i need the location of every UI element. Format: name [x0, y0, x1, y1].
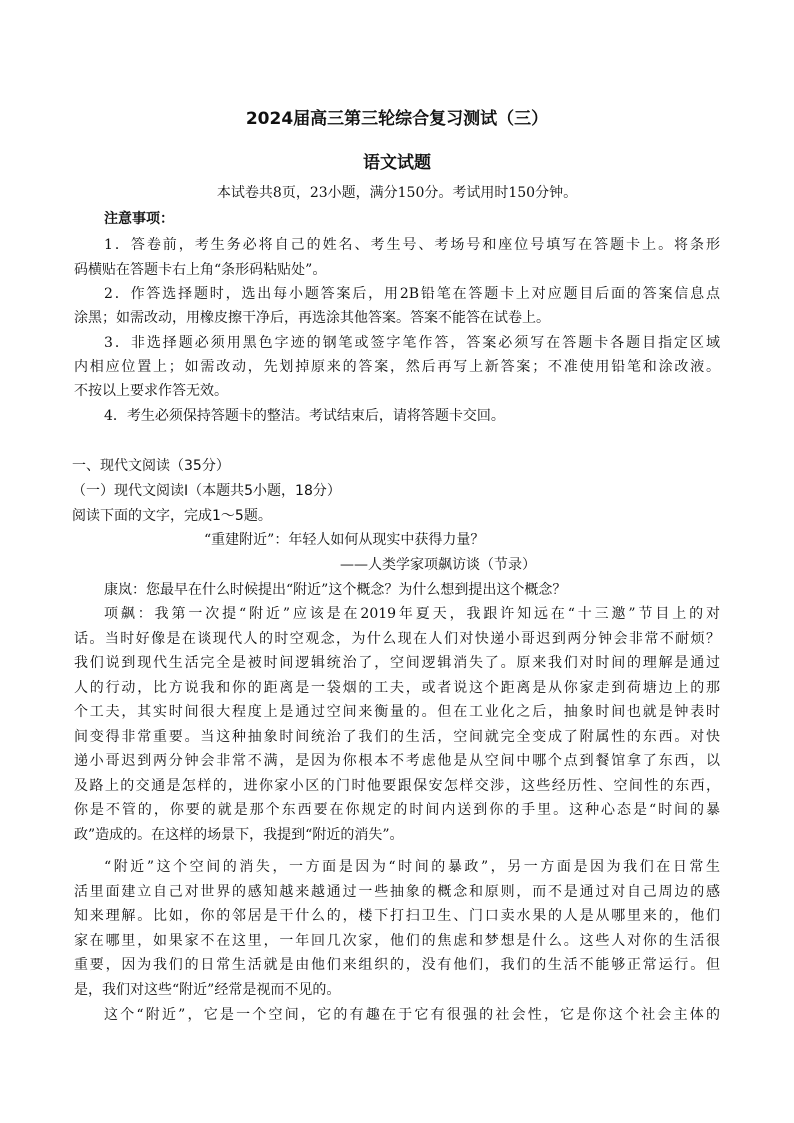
section-subheading: （一）现代文阅读Ⅰ（本题共5小题，18分） [72, 483, 341, 499]
article-line: 活里面建立自己对世界的感知越来越通过一些抽象的概念和原则，而不是通过对自己周边的感 [74, 884, 720, 900]
notice-heading: 注意事项： [104, 211, 174, 227]
exam-subtitle: 语文试题 [363, 153, 431, 173]
notice-line: 4．考生必须保持答题卡的整洁。考试结束后，请将答题卡交回。 [104, 408, 505, 424]
article-line: 是，我们对这些“附近”经常是视而不见的。 [74, 982, 341, 998]
article-line: 政”造成的。在这样的场景下，我提到“附近的消失”。 [74, 827, 404, 843]
article-line: 你是不管的，你要的就是那个东西要在你规定的时间内送到你的手里。这种心态是“时间的暴 [74, 802, 720, 818]
article-line: 我们说到现代生活完全是被时间逻辑统治了，空间逻辑消失了。原来我们对时间的理解是通过 [74, 655, 720, 671]
article-line: 知来理解。比如，你的邻居是干什么的，楼下打扫卫生、门口卖水果的人是从哪里来的，他们 [74, 908, 720, 924]
article-line: 话。当时好像是在谈现代人的时空观念，为什么现在人们对快递小哥迟到两分钟会非常不耐烦？ [74, 631, 720, 647]
article-line: 这个“附近”，它是一个空间，它的有趣在于它有很强的社会性，它是你这个社会主体的 [104, 1007, 720, 1023]
notice-line: 3．非选择题必须用黑色字迹的钢笔或签字笔作答，答案必须写在答题卡各题目指定区域 [104, 335, 720, 351]
notice-line: 1．答卷前，考生务必将自己的姓名、考生号、考场号和座位号填写在答题卡上。将条形 [104, 237, 720, 253]
notice-line: 码横贴在答题卡右上角“条形码粘贴处”。 [74, 262, 327, 278]
article-title: “重建附近”：年轻人如何从现实中获得力量？ [204, 532, 485, 548]
notice-line: 不按以上要求作答无效。 [74, 383, 228, 399]
article-line: 重要，因为我们的日常生活就是由他们来组织的，没有他们，我们的生活不能够正常运行。但 [74, 957, 720, 973]
article-line: 间变得非常重要。当这种抽象时间统治了我们的生活，空间就完全变成了附属性的东西。对快 [74, 729, 720, 745]
article-line: 项飙：我第一次提“附近”应该是在2019年夏天，我跟许知远在“十三邀”节目上的对 [104, 606, 720, 622]
exam-info: 本试卷共8页，23小题，满分150分。考试用时150分钟。 [216, 185, 578, 201]
article-byline: ——人类学家项飙访谈（节录） [340, 557, 536, 573]
article-line: 个工夫，其实时间很大程度上是通过空间来衡量的。但在工业化之后，抽象时间也就是钟表时 [74, 704, 720, 720]
section-instruction: 阅读下面的文字，完成1～5题。 [72, 508, 272, 524]
notice-line: 涂黑；如需改动，用橡皮擦干净后，再选涂其他答案。答案不能答在试卷上。 [74, 310, 550, 326]
section-heading: 一、现代文阅读（35分） [72, 458, 230, 474]
article-line: 家在哪里，如果家不在这里，一年回几次家，他们的焦虑和梦想是什么。这些人对你的生活很 [74, 933, 720, 949]
notice-line: 内相应位置上；如需改动，先划掉原来的答案，然后再写上新答案；不准使用铅笔和涂改液。 [74, 359, 720, 375]
article-line: 人的行动，比方说我和你的距离是一袋烟的工夫，或者说这个距离是从你家走到荷塘边上的那 [74, 680, 720, 696]
article-line: 递小哥迟到两分钟会非常不满，是因为你根本不考虑他是从空间中哪个点到餐馆拿了东西，以 [74, 753, 720, 769]
notice-line: 2．作答选择题时，选出每小题答案后，用2B铅笔在答题卡上对应题目后面的答案信息点 [104, 286, 720, 302]
article-line: “附近”这个空间的消失，一方面是因为“时间的暴政”，另一方面是因为我们在日常生 [104, 859, 720, 875]
exam-title: 2024届高三第三轮综合复习测试（三） [245, 109, 549, 129]
article-line: 及路上的交通是怎样的，进你家小区的门时他要跟保安怎样交涉，这些经历性、空间性的东西， [74, 778, 720, 794]
article-line: 康岚：您最早在什么时候提出“附近”这个概念？为什么想到提出这个概念？ [104, 582, 567, 598]
